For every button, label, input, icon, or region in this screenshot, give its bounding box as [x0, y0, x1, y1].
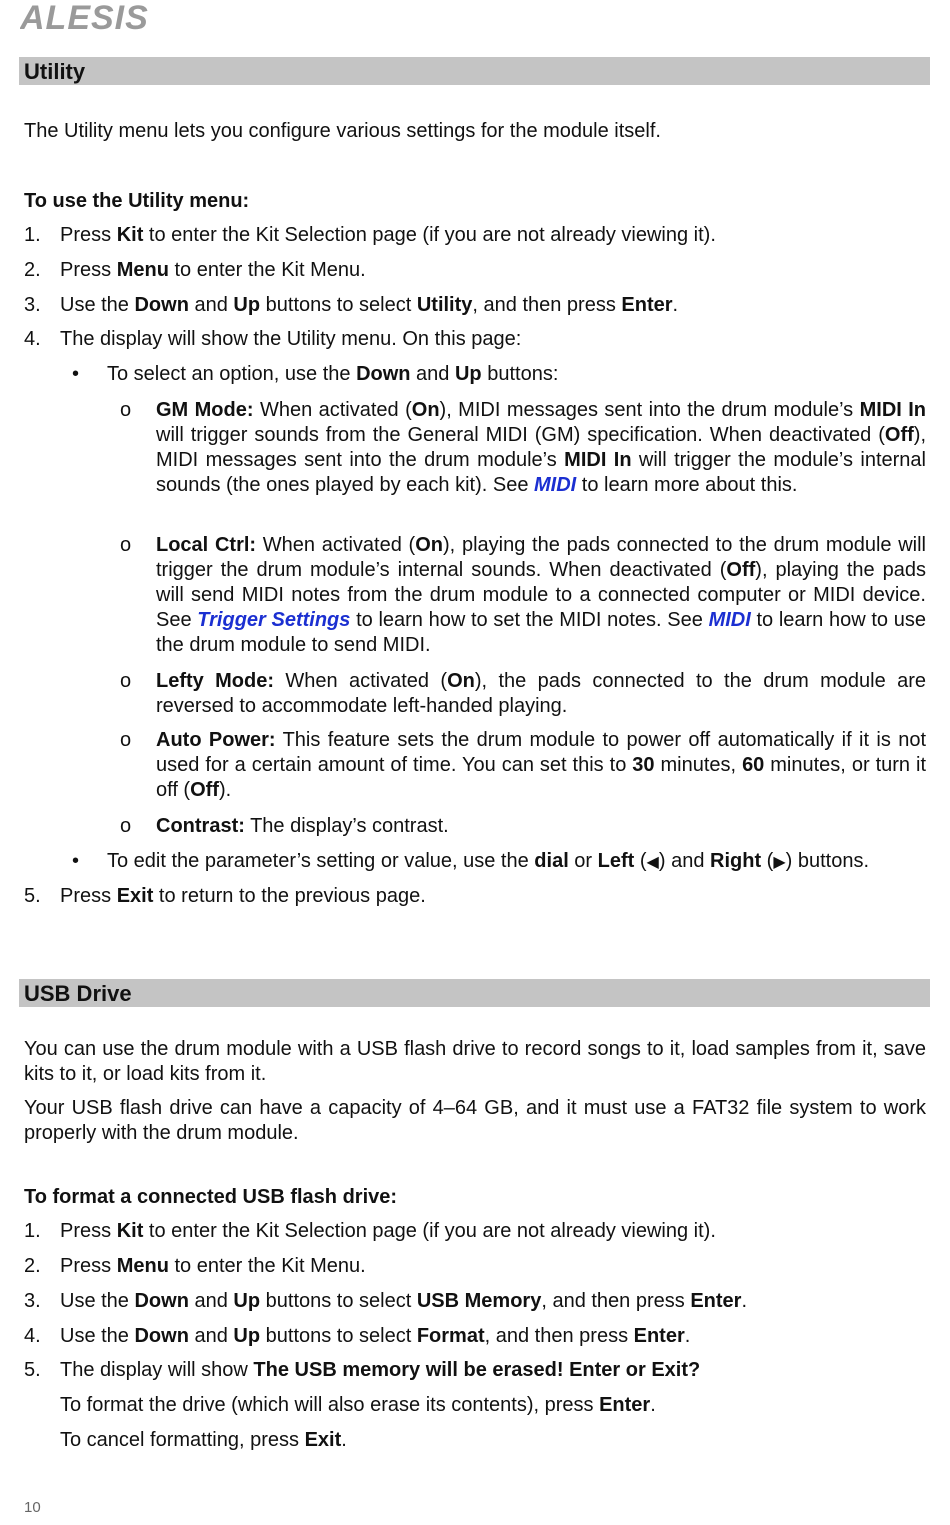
step-number: 1.	[24, 224, 41, 246]
usb-step-4: Use the Down and Up buttons to select Format, and then press Enter.	[60, 1325, 691, 1347]
step-number: 4.	[24, 328, 41, 350]
usb-paragraph-2: Your USB flash drive can have a capacity of 4–64 GB, and it must use a FAT32 file system to work properly with the drum module.	[24, 1097, 926, 1144]
option-lefty-mode: Lefty Mode: When activated (On), the pads connected to the drum module are reversed to accommodate left-handed playing.	[156, 670, 927, 717]
step-number: 5.	[24, 885, 41, 907]
step-number: 2.	[24, 1255, 41, 1277]
usb-step-2: Press Menu to enter the Kit Menu.	[60, 1255, 366, 1277]
usb-paragraph-1: You can use the drum module with a USB flash drive to record songs to it, load samples from it, save kits to it, or load kits from it.	[24, 1038, 926, 1085]
utility-step-1: Press Kit to enter the Kit Selection page (if you are not already viewing it).	[60, 224, 716, 246]
option-contrast: Contrast: The display’s contrast.	[156, 815, 449, 837]
utility-step-3: Use the Down and Up buttons to select Utility, and then press Enter.	[60, 294, 679, 316]
option-marker: o	[120, 729, 132, 751]
section-title: USB Drive	[24, 981, 132, 1006]
page-number: 10	[24, 1499, 41, 1516]
trigger-settings-link[interactable]: Trigger Settings	[197, 609, 351, 631]
bullet-marker: •	[72, 363, 80, 385]
option-marker: o	[120, 670, 132, 692]
left-arrow-icon: ◀	[646, 854, 659, 871]
step-number: 2.	[24, 259, 41, 281]
option-marker: o	[120, 399, 132, 421]
step-number: 3.	[24, 1290, 41, 1312]
bullet-select-option: To select an option, use the Down and Up buttons:	[107, 363, 559, 385]
midi-link[interactable]: MIDI	[534, 474, 577, 496]
bullet-edit-parameter: To edit the parameter’s setting or value, use the dial or Left (◀) and Right (▶) buttons.	[107, 850, 870, 872]
usb-step-1: Press Kit to enter the Kit Selection page (if you are not already viewing it).	[60, 1220, 716, 1242]
utility-howto-heading: To use the Utility menu:	[24, 190, 250, 212]
usb-step-5-cancel: To cancel formatting, press Exit.	[60, 1429, 347, 1451]
usb-step-5-format: To format the drive (which will also erase its contents), press Enter.	[60, 1394, 656, 1416]
logo-text: ALESIS	[20, 2, 149, 32]
right-arrow-icon: ▶	[773, 854, 786, 871]
option-marker: o	[120, 534, 132, 556]
usb-howto-heading: To format a connected USB flash drive:	[24, 1186, 398, 1208]
section-header-usb-drive	[19, 979, 930, 1007]
step-number: 1.	[24, 1220, 41, 1242]
section-header-utility	[19, 57, 930, 85]
utility-intro: The Utility menu lets you configure various settings for the module itself.	[24, 120, 661, 142]
utility-step-5: Press Exit to return to the previous page.	[60, 885, 426, 907]
utility-step-2: Press Menu to enter the Kit Menu.	[60, 259, 366, 281]
step-number: 3.	[24, 294, 41, 316]
usb-step-5: The display will show The USB memory will be erased! Enter or Exit?	[60, 1359, 701, 1381]
option-marker: o	[120, 815, 132, 837]
step-number: 4.	[24, 1325, 41, 1347]
bullet-marker: •	[72, 850, 80, 872]
option-local-ctrl: Local Ctrl: When activated (On), playing the pads connected to the drum module will trigger the drum module’s internal sounds. When deactivated (Off), playing the pads will send MIDI notes from the drum module to a connected computer or MIDI device. See Trigger Settings to learn how to set the MIDI notes. See MIDI to learn how to use the drum module to send MIDI.	[156, 534, 927, 656]
alesis-logo	[20, 2, 190, 39]
option-gm-mode: GM Mode: When activated (On), MIDI messages sent into the drum module’s MIDI In will trigger sounds from the General MIDI (GM) specification. When deactivated (Off), MIDI messages sent into the drum module’s MIDI In will trigger the module’s internal sounds (the ones played by each kit). See MIDI to learn more about this.	[156, 399, 927, 496]
midi-link[interactable]: MIDI	[708, 609, 751, 631]
section-title: Utility	[24, 59, 86, 84]
option-auto-power: Auto Power: This feature sets the drum module to power off automatically if it is not used for a certain amount of time. You can set this to 30 minutes, 60 minutes, or turn it off (Off).	[156, 729, 927, 801]
step-number: 5.	[24, 1359, 41, 1381]
utility-step-4: The display will show the Utility menu. On this page:	[60, 328, 522, 350]
usb-step-3: Use the Down and Up buttons to select USB Memory, and then press Enter.	[60, 1290, 747, 1312]
